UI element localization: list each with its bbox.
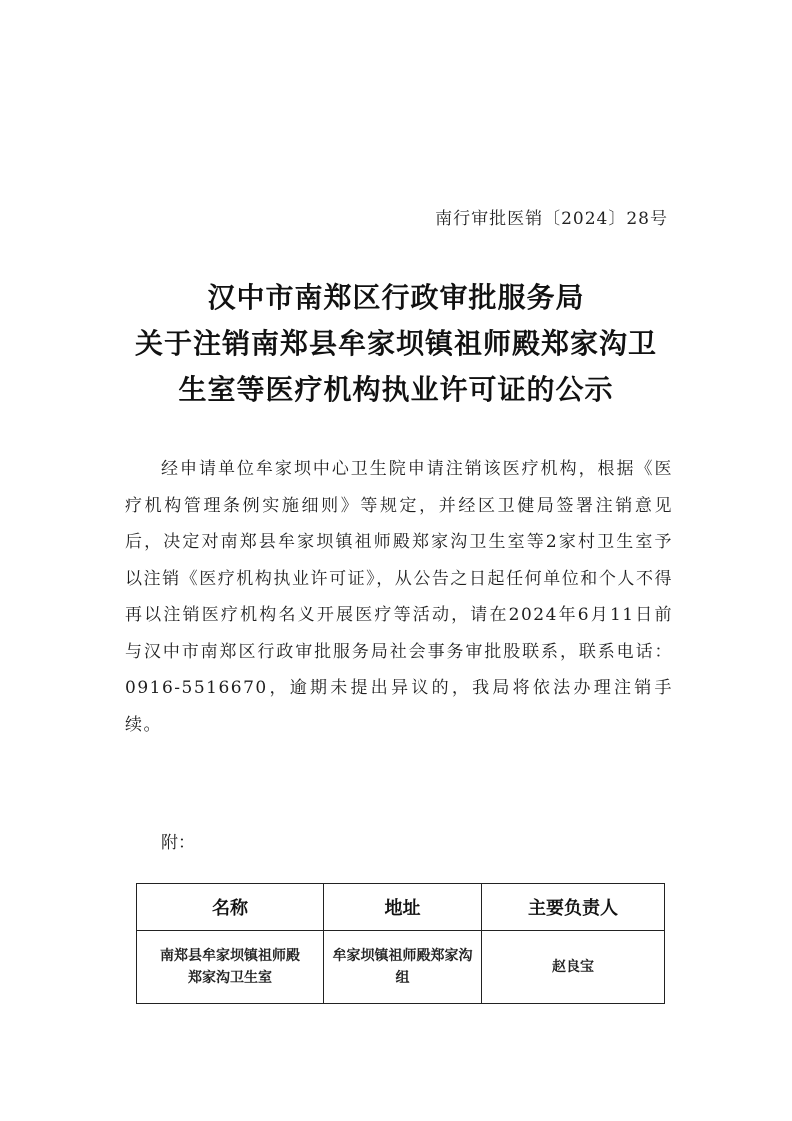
title-line-3: 生室等医疗机构执业许可证的公示: [178, 373, 614, 406]
table-header-row: [137, 884, 665, 931]
cell-institution-name: [137, 931, 324, 1004]
institution-address: 牟家坝镇祖师殿郑家沟组: [332, 948, 473, 986]
table-row: [137, 931, 665, 1004]
document-number: 南行审批医销〔2024〕28号: [435, 209, 668, 229]
responsible-person: 赵良宝: [552, 959, 594, 975]
notice-body: 经申请单位牟家坝中心卫生院申请注销该医疗机构，根据《医疗机构管理条例实施细则》等规定，并经区卫健局签署注销意见后，决定对南郑县牟家坝镇祖师殿郑家沟卫生室等2家村卫生室予以注销《医疗机构执业许可证》，从公告之日起任何单位和个人不得再以注销医疗机构名义开展医疗等活动，请在2024年6月11日前与汉中市南郑区行政审批服务局社会事务审批股联系，联系电话：0916-5516670，逾期未提出异议的，我局将依法办理注销手续。: [125, 459, 673, 735]
header-address: 地址: [324, 884, 482, 931]
institution-table: [136, 883, 665, 1004]
attachment-label: 附：: [161, 833, 195, 853]
header-person: 主要负责人: [482, 884, 665, 931]
institution-name: 南郑县牟家坝镇祖师殿郑家沟卫生室: [160, 948, 300, 986]
title-line-1: 汉中市南郑区行政审批服务局: [207, 281, 585, 314]
title-line-2: 关于注销南郑县牟家坝镇祖师殿郑家沟卫: [134, 327, 657, 360]
cell-person: [482, 931, 665, 1004]
cell-address: [324, 931, 482, 1004]
header-name: 名称: [137, 884, 324, 931]
